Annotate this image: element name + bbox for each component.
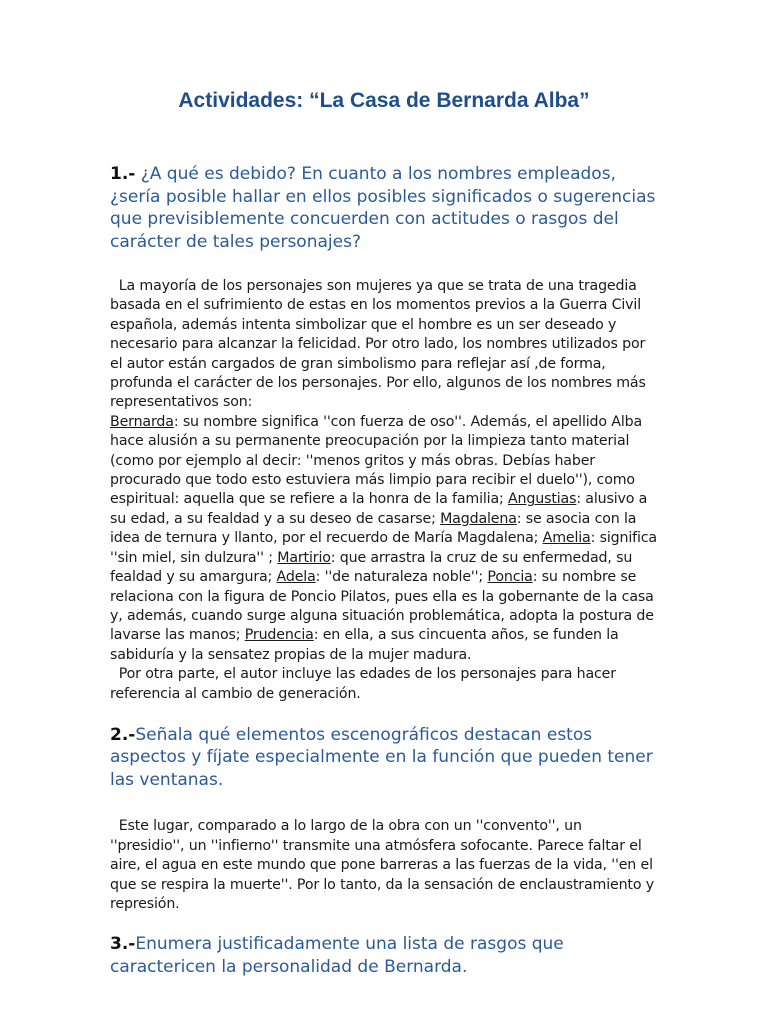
answer-2-text: Este lugar, comparado a lo largo de la obra con un ''convento'', un ''presidio'', un ''infierno'' transmite una atmósfera sofocante. Parece faltar el aire, el agua en este mundo que pone barreras a las fuerzas de la vida, ''en el que se respira la muerte''. Por lo tanto, da la sensación de enclaustramiento y represión. [110, 818, 654, 913]
character-name-prudencia: Prudencia [244, 627, 314, 644]
answer-2 [110, 817, 658, 914]
character-desc-martirio: : que arrastra la cruz de su enfermedad, su fealdad y su amargura; [110, 549, 633, 586]
character-desc-bernarda: : su nombre significa ''con fuerza de oso''. Además, el apellido Alba hace alusión a su permanente preocupación por la limpieza tanto material (como por ejemplo al decir: ''menos gritos y más obras. Debías haber procurado que todo esto estuviera más limpio para recibir el duelo''), como espiritual: aquella que se refiere a la honra de la familia; [110, 413, 643, 508]
question-1-number: 1.- [110, 164, 136, 184]
document-title: Actividades: “La Casa de Bernarda Alba” [178, 89, 590, 112]
character-name-martirio: Martirio [277, 549, 331, 566]
question-3-number: 3.- [110, 934, 136, 955]
character-desc-magdalena: : se asocia con la idea de ternura y llanto, por el recuerdo de María Magdalena; [110, 510, 637, 547]
character-name-adela: Adela [276, 569, 316, 586]
character-desc-adela: : ''de naturaleza noble''; [315, 569, 488, 586]
question-2-number: 2.- [110, 724, 136, 745]
character-desc-angustias: : alusivo a su edad, a su fealdad y a su deseo de casarse; [110, 491, 648, 527]
character-desc-amelia: : significa ''sin miel, sin dulzura'' ; [110, 530, 657, 566]
question-1 [110, 163, 658, 253]
character-desc-poncia: : su nombre se relaciona con la figura de Poncio Pilatos, pues ella es la gobernante de la casa y, además, cuando surge alguna situación problemática, adopta la postura de lavarse las manos; [110, 569, 654, 644]
question-2 [110, 724, 658, 792]
question-1-text: ¿A qué es debido? En cuanto a los nombres empleados, ¿sería posible hallar en ellos posibles significados o sugerencias que previsiblemente concuerden con actitudes o rasgos del carácter de tales personajes? [110, 164, 656, 252]
character-name-bernarda: Bernarda [110, 413, 174, 430]
question-3-text: Enumera justificadamente una lista de rasgos que caractericen la personalidad de Bernarda. [110, 934, 564, 977]
question-3 [110, 933, 658, 978]
answer-1-intro: La mayoría de los personajes son mujeres ya que se trata de una tragedia basada en el sufrimiento de estas en los momentos previos a la Guerra Civil española, además intenta simbolizar que el hombre es un ser deseado y necesario para alcanzar la felicidad. Por otro lado, los nombres utilizados por el autor están cargados de gran simbolismo para reflejar así ,de forma, profunda el carácter de los personajes. Por ello, algunos de los nombres más representativos son: [110, 278, 646, 411]
character-name-poncia: Poncia [487, 569, 533, 586]
question-2-text: Señala qué elementos escenográficos destacan estos aspectos y fíjate especialmente en la función que pueden tener las ventanas. [110, 724, 653, 790]
character-desc-prudencia: : en ella, a sus cincuenta años, se funden la sabiduría y la sensatez propias de la mujer madura. [110, 627, 619, 663]
answer-1 [110, 277, 658, 704]
character-name-angustias: Angustias [507, 491, 577, 508]
character-name-magdalena: Magdalena [440, 510, 517, 527]
character-name-amelia: Amelia [542, 530, 591, 547]
answer-1-closing: Por otra parte, el autor incluye las edades de los personajes para hacer referencia al cambio de generación. [110, 666, 616, 702]
